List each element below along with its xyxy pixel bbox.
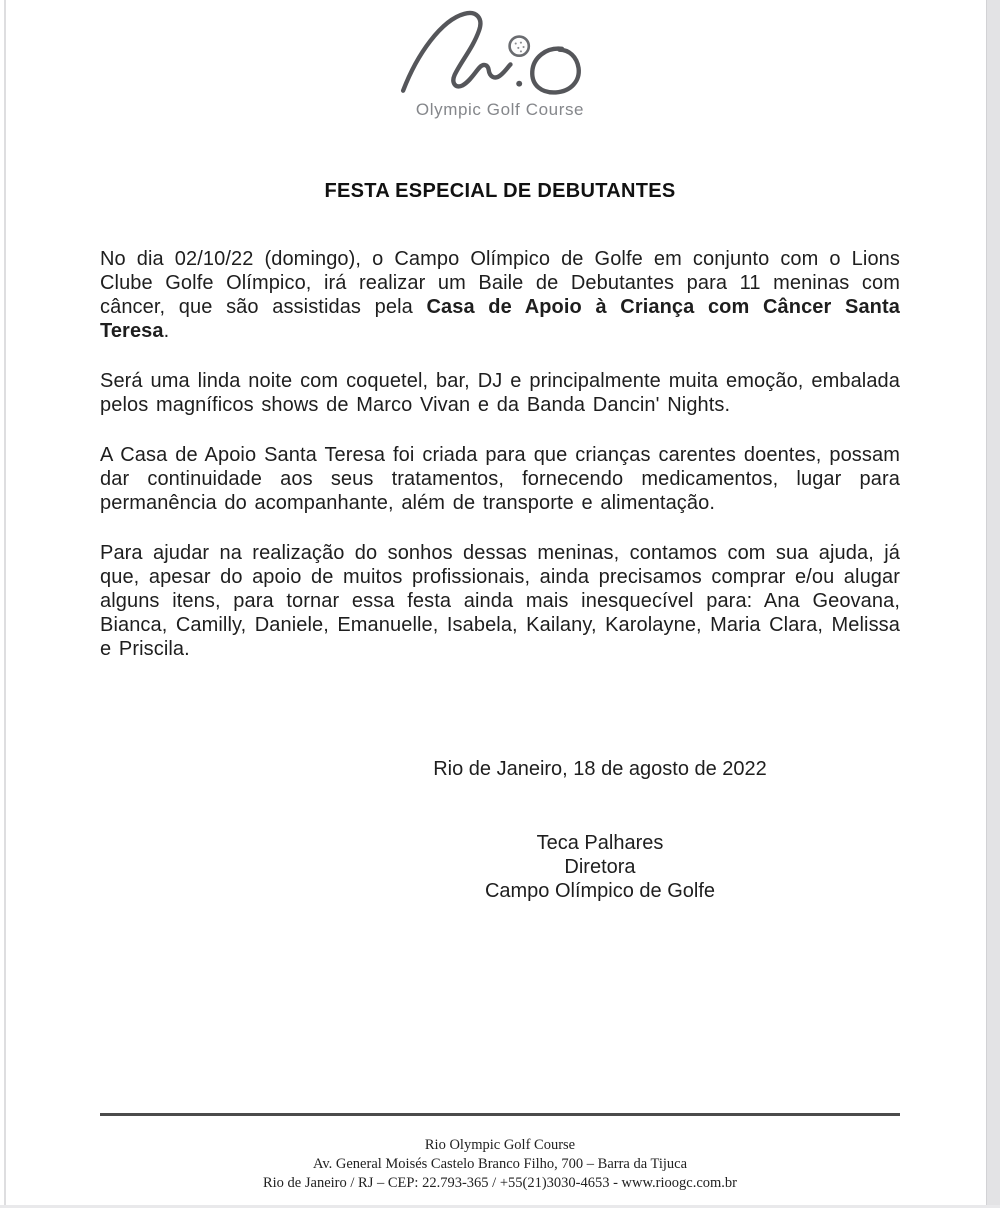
rio-logo	[0, 0, 1000, 120]
paragraph-1-text: No dia 02/10/22 (domingo), o Campo Olímpico de Golfe em conjunto com o Lions Clube Golfe Olímpico, irá realizar um Baile de Debutantes para 11 meninas com câncer, que são assistidas pela	[100, 248, 900, 318]
paragraph-1	[100, 247, 900, 343]
footer-contact: Rio de Janeiro / RJ – CEP: 22.793-365 / +55(21)3030-4653 - www.rioogc.com.br	[262, 1175, 737, 1191]
page-edge-right	[986, 0, 1000, 1208]
signature-role: Diretora	[564, 856, 636, 878]
signature-block	[100, 831, 900, 903]
rio-o-stroke	[532, 49, 579, 93]
paragraph-1-bold-text: Casa de Apoio à Criança com Câncer Santa Teresa	[100, 296, 900, 342]
rio-script-dot	[516, 81, 522, 87]
golf-ball-icon	[510, 37, 529, 56]
footer-address: Av. General Moisés Castelo Branco Filho, 700 – Barra da Tijuca	[312, 1156, 688, 1172]
signature-organization: Campo Olímpico de Golfe	[484, 880, 716, 902]
date-line: Rio de Janeiro, 18 de agosto de 2022	[433, 758, 767, 780]
page-edge-left	[4, 0, 6, 1208]
logo-subtitle: Olympic Golf Course	[415, 100, 585, 119]
paragraph-1-period: .	[163, 320, 170, 342]
signature-name: Teca Palhares	[536, 832, 664, 854]
footer-rule	[100, 1113, 900, 1116]
letter-title: FESTA ESPECIAL DE DEBUTANTES	[324, 180, 676, 202]
paragraph-3: A Casa de Apoio Santa Teresa foi criada para que crianças carentes doentes, possam dar continuidade aos seus tratamentos, fornecendo medicamentos, lugar para permanência do acompanhante, além de transporte e alimentação.	[100, 444, 900, 514]
letter-body	[100, 180, 900, 903]
paragraph-2: Será uma linda noite com coquetel, bar, DJ e principalmente muita emoção, embalada pelos magníficos shows de Marco Vivan e da Banda Dancin' Nights.	[100, 370, 900, 416]
rio-script-icon	[380, 6, 620, 102]
letterhead-footer	[100, 1113, 900, 1193]
footer-company: Rio Olympic Golf Course	[424, 1137, 576, 1153]
rio-script-stroke	[403, 13, 510, 91]
paragraph-4: Para ajudar na realização do sonhos dessas meninas, contamos com sua ajuda, já que, apesar do apoio de muitos profissionais, ainda precisamos comprar e/ou alugar alguns itens, para tornar essa festa ainda mais inesquecível para: Ana Geovana, Bianca, Camilly, Daniele, Emanuelle, Isabela, Kailany, Karolayne, Maria Clara, Melissa e Priscila.	[100, 542, 900, 660]
footer-text	[100, 1136, 900, 1193]
